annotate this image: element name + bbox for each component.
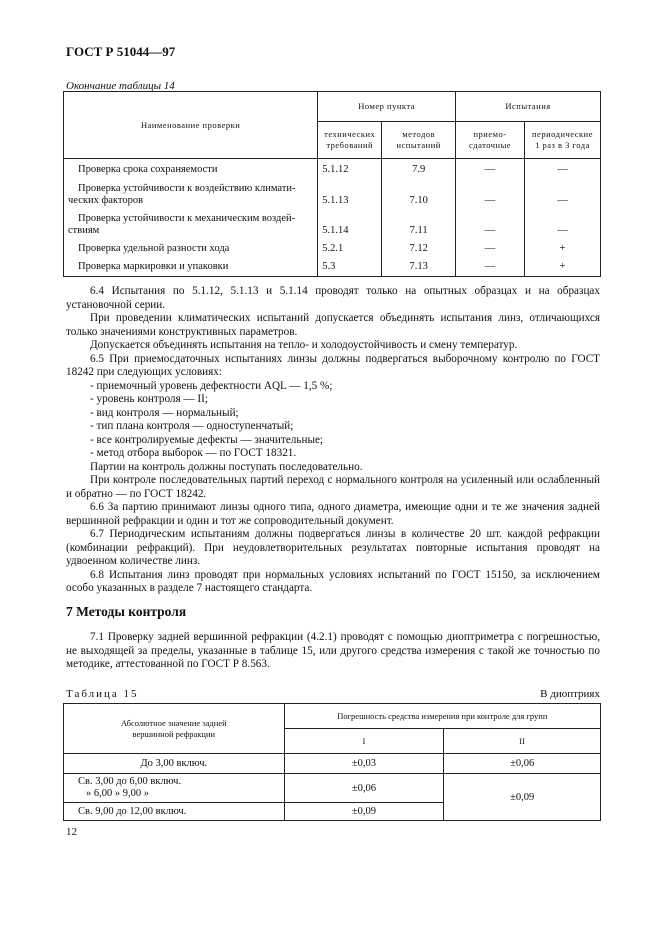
paragraph-6-7: 6.7 Периодическим испытаниям должны подвергаться линзы в количестве 20 шт. каждой рефракции (комбинации рефракций). При неудовлетворительных результатах повторные испытания проводят на удвоенном количестве линз. xyxy=(66,528,600,567)
col-header-abs-refraction: Абсолютное значение задней вершинной рефракции xyxy=(64,704,285,754)
table-14 xyxy=(63,91,601,277)
document-header: ГОСТ Р 51044—97 xyxy=(66,44,176,59)
list-item: - метод отбора выборок — по ГОСТ 18321. xyxy=(90,447,297,459)
table15-caption-row xyxy=(66,688,600,700)
section-7-heading: 7 Методы контроля xyxy=(66,604,187,619)
page-number: 12 xyxy=(66,826,77,838)
paragraph-6-5: 6.5 При приемосдаточных испытаниях линзы должны подвергаться выборочному контролю по ГОСТ 18242 при следующих условиях: xyxy=(66,352,600,378)
table-row: До 3,00 включ. ±0,03 ±0,06 xyxy=(64,754,601,774)
paragraph: При контроле последовательных партий переход с нормального контроля на усиленный или ослабленный и обратно — по ГОСТ 18242. xyxy=(66,474,600,500)
table-row: Проверка устойчивости к воздействию климати- ческих факторов 5.1.13 7.10 — — xyxy=(64,180,601,210)
table-row: Проверка удельной разности хода 5.2.1 7.12 — + xyxy=(64,240,601,258)
col-header-tests: Испытания xyxy=(456,92,601,122)
paragraph: Допускается объединять испытания на тепло- и холодоустойчивость и смену температур. xyxy=(90,339,518,351)
paragraph: При проведении климатических испытаний допускается объединять испытания линз, отличающихся только значениями конструктивных параметров. xyxy=(66,312,600,338)
list-item: - вид контроля — нормальный; xyxy=(90,406,239,419)
list-item: - тип плана контроля — одноступенчатый; xyxy=(90,420,294,432)
col-header-name: Наименование проверки xyxy=(64,92,318,159)
paragraph-6-8: 6.8 Испытания линз проводят при нормальных условиях испытаний по ГОСТ 15150, за исключением особо указанных в разделе 7 настоящего стандарта. xyxy=(66,568,600,594)
col-header-point: Номер пункта xyxy=(318,92,456,122)
list-item: - все контролируемые дефекты — значительные; xyxy=(90,433,324,446)
paragraph-6-6: 6.6 За партию принимают линзы одного типа, одного диаметра, имеющие одни и те же значения задней вершинной рефракции и один и тот же сопроводительный документ. xyxy=(66,501,600,527)
col-header-group-2: II xyxy=(444,729,601,754)
paragraph-7-1: 7.1 Проверку задней вершинной рефракции (4.2.1) проводят с помощью диоптриметра с погрешностью, не выходящей за пределы, указанные в таблице 15, или другого средства измерения с такой же точностью по методике, аттестованной по ГОСТ Р 8.563. xyxy=(66,631,600,670)
section-7-text xyxy=(66,631,600,672)
table-row: Проверка маркировки и упаковки 5.3 7.13 — + xyxy=(64,258,601,277)
table15-units: В диоптриях xyxy=(540,688,600,700)
table-15 xyxy=(63,703,601,821)
subheader-tech: технических требований xyxy=(318,122,382,159)
list-item: - уровень контроля — II; xyxy=(90,393,208,405)
col-header-error: Погрешность средства измерения при контроле для групп xyxy=(284,704,600,729)
paragraph: Партии на контроль должны поступать последовательно. xyxy=(90,460,363,473)
table-row: Проверка устойчивости к механическим воздей- ствиям 5.1.14 7.11 — — xyxy=(64,210,601,240)
section-6-text xyxy=(66,285,600,596)
table-row: Св. 9,00 до 12,00 включ. ±0,09 xyxy=(64,803,601,821)
table14-caption: Окончание таблицы 14 xyxy=(66,80,175,92)
subheader-method: методов испытаний xyxy=(382,122,456,159)
paragraph-6-4: 6.4 Испытания по 5.1.12, 5.1.13 и 5.1.14 проводят только на опытных образцах и на образцах установочной серии. xyxy=(66,285,600,311)
list-item: - приемочный уровень дефектности AQL — 1,5 %; xyxy=(90,379,333,392)
subheader-acceptance: приемо- сдаточные xyxy=(456,122,525,159)
table-row: Св. 3,00 до 6,00 включ. » 6,00 » 9,00 » ±0,06 ±0,09 xyxy=(64,774,601,803)
table15-caption: Таблица 15 xyxy=(66,688,139,700)
table-row: Проверка срока сохраняемости 5.1.12 7.9 — — xyxy=(64,159,601,181)
subheader-periodic: периодические 1 раз в 3 года xyxy=(524,122,600,159)
col-header-group-1: I xyxy=(284,729,444,754)
